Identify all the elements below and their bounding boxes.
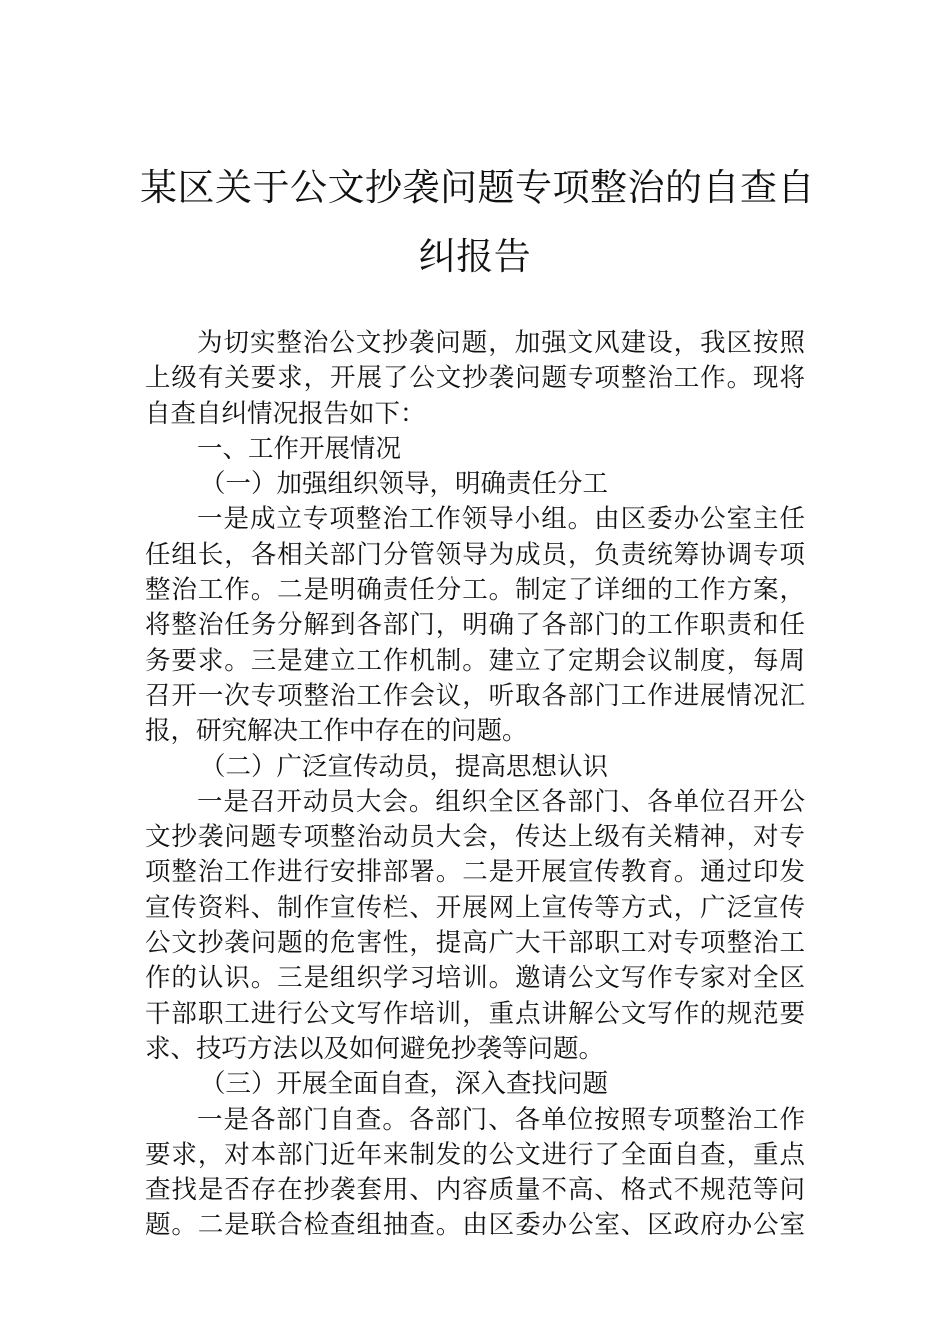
paragraph-line: 务要求。三是建立工作机制。建立了定期会议制度，每周	[145, 645, 805, 676]
document-body	[145, 326, 805, 1244]
paragraph-line: 整治工作。二是明确责任分工。制定了详细的工作方案，	[145, 575, 805, 606]
paragraph-line: 作的认识。三是组织学习培训。邀请公文写作专家对全区	[145, 963, 805, 994]
paragraph-line: 将整治任务分解到各部门，明确了各部门的工作职责和任	[145, 610, 805, 641]
paragraph-line: 一是召开动员大会。组织全区各部门、各单位召开公	[197, 786, 805, 817]
paragraph-line: 上级有关要求，开展了公文抄袭问题专项整治工作。现将	[145, 363, 805, 394]
subsection-heading: （三）开展全面自查，深入查找问题	[200, 1069, 609, 1100]
paragraph-line: 文抄袭问题专项整治动员大会，传达上级有关精神，对专	[145, 822, 805, 853]
document-title-line-1: 某区关于公文抄袭问题专项整治的自查自	[140, 166, 815, 209]
paragraph-line: 报，研究解决工作中存在的问题。	[145, 716, 528, 747]
subsection-heading: （一）加强组织领导，明确责任分工	[200, 469, 609, 500]
paragraph-line: 公文抄袭问题的危害性，提高广大干部职工对专项整治工	[145, 928, 805, 959]
paragraph-line: 求、技巧方法以及如何避免抄袭等问题。	[145, 1033, 605, 1064]
paragraph-line: 宣传资料、制作宣传栏、开展网上宣传等方式，广泛宣传	[145, 892, 805, 923]
paragraph-line: 召开一次专项整治工作会议，听取各部门工作进展情况汇	[145, 680, 805, 711]
paragraph-line: 为切实整治公文抄袭问题，加强文风建设，我区按照	[197, 328, 805, 358]
section-heading: 一、工作开展情况	[197, 433, 402, 464]
paragraph-line: 题。二是联合检查组抽查。由区委办公室、区政府办公室	[145, 1210, 805, 1241]
paragraph-line: 要求，对本部门近年来制发的公文进行了全面自查，重点	[145, 1139, 805, 1170]
paragraph-line: 任组长，各相关部门分管领导为成员，负责统筹协调专项	[145, 539, 805, 570]
subsection-heading: （二）广泛宣传动员，提高思想认识	[200, 751, 609, 782]
paragraph-line: 自查自纠情况报告如下：	[145, 398, 426, 429]
paragraph-line: 查找是否存在抄袭套用、内容质量不高、格式不规范等问	[145, 1175, 805, 1206]
paragraph-line: 一是各部门自查。各部门、各单位按照专项整治工作	[197, 1104, 805, 1135]
document-title-line-2: 纠报告	[418, 235, 532, 278]
paragraph-line: 项整治工作进行安排部署。二是开展宣传教育。通过印发	[145, 857, 805, 888]
paragraph-line: 一是成立专项整治工作领导小组。由区委办公室主任	[197, 504, 805, 535]
paragraph-line: 干部职工进行公文写作培训，重点讲解公文写作的规范要	[145, 998, 805, 1029]
